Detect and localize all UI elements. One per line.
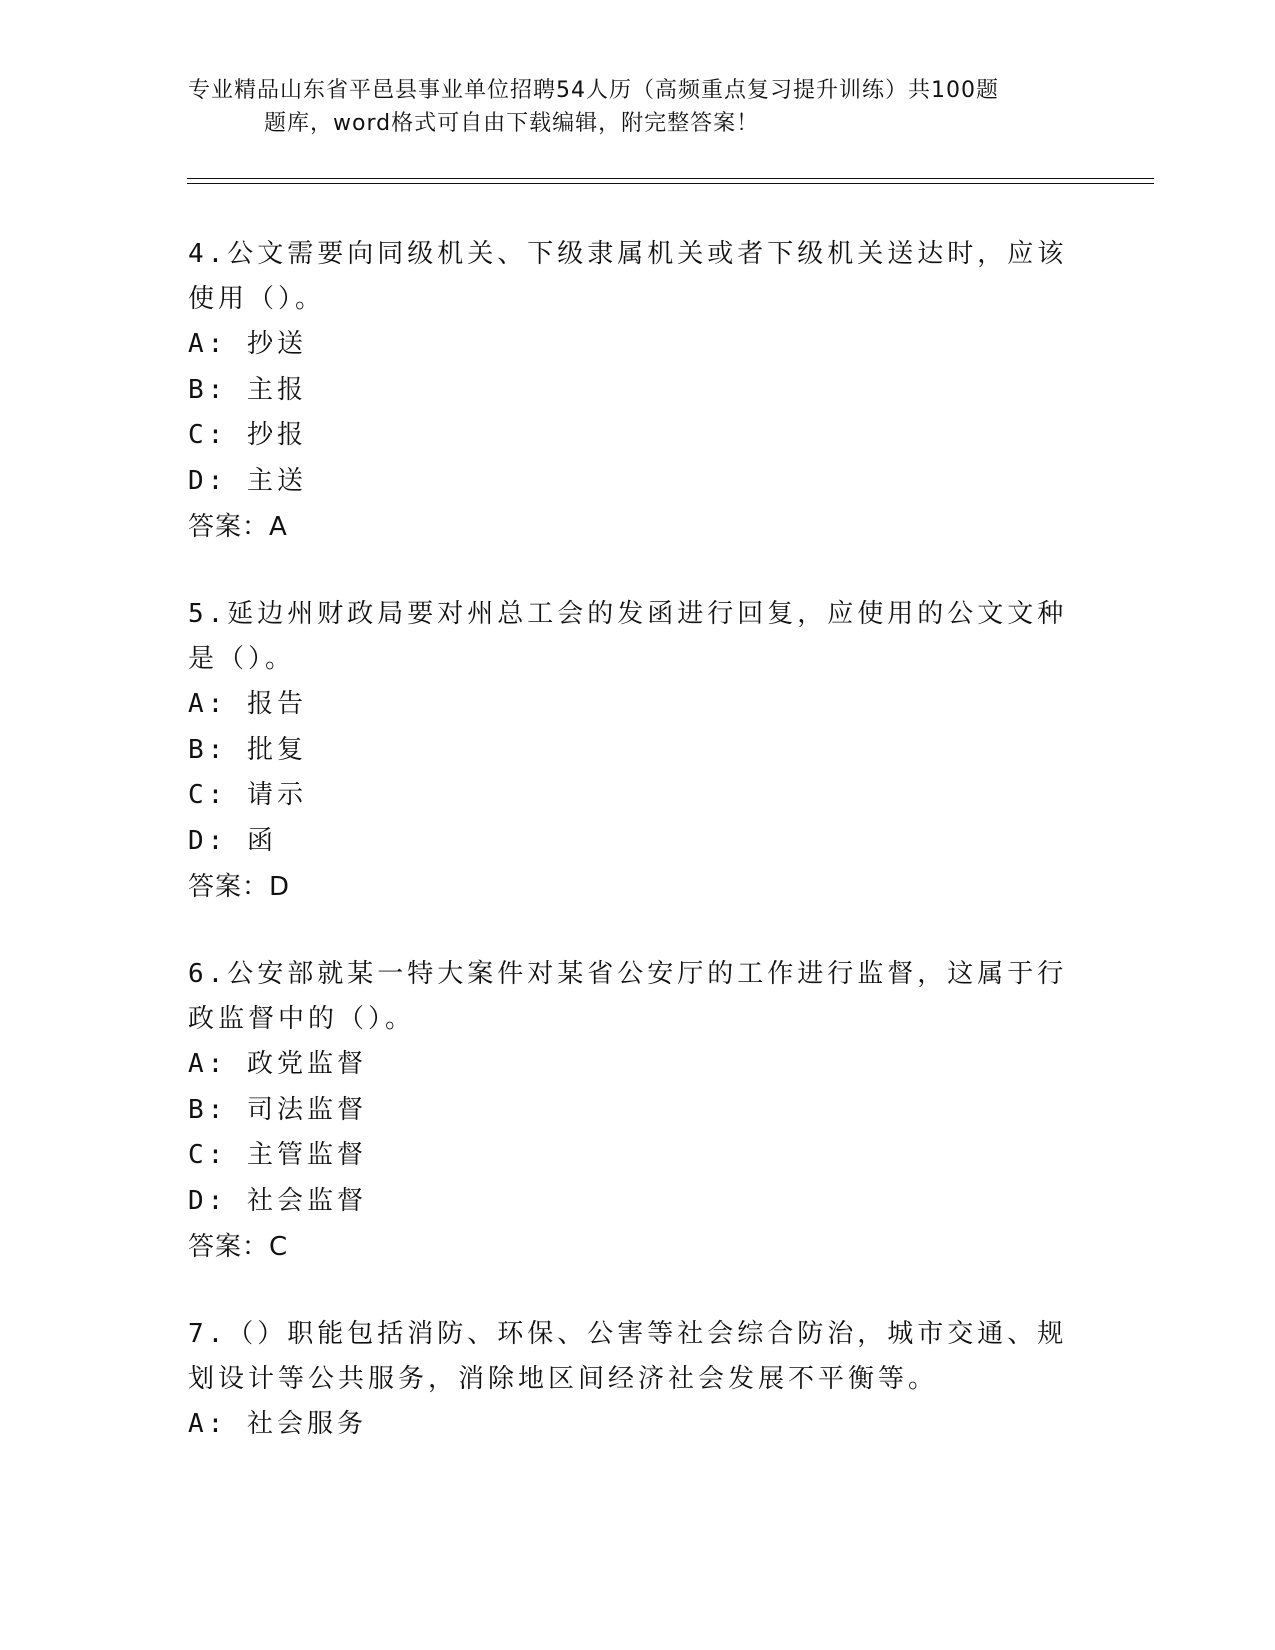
question-7 xyxy=(188,1312,1068,1448)
question-stem: 5.延边州财政局要对州总工会的发函进行回复，应使用的公文文种是（）。 xyxy=(188,599,1068,674)
question-4 xyxy=(188,232,1068,550)
option-text: 政党监督 xyxy=(246,1049,367,1079)
question-stem: 7.（）职能包括消防、环保、公害等社会综合防治，城市交通、规划设计等公共服务，消除地区间经济社会发展不平衡等。 xyxy=(188,1319,1068,1394)
option-text: 抄送 xyxy=(246,329,307,359)
option-d xyxy=(188,819,1068,865)
option-a xyxy=(188,1402,1068,1448)
answer-line: 答案：D xyxy=(188,872,291,902)
header-divider-top xyxy=(187,178,1154,179)
option-b xyxy=(188,1088,1068,1134)
header-title-line2: 题库，word格式可自由下载编辑，附完整答案！ xyxy=(264,111,760,136)
option-text: 请示 xyxy=(246,780,307,810)
option-label: A: xyxy=(188,1409,228,1439)
option-label: A: xyxy=(188,329,228,359)
option-text: 主管监督 xyxy=(246,1140,367,1170)
header-divider-bottom xyxy=(187,183,1154,184)
question-5 xyxy=(188,592,1068,910)
option-d xyxy=(188,1179,1068,1225)
option-text: 社会监督 xyxy=(246,1185,367,1216)
option-label: B: xyxy=(188,734,228,765)
question-list xyxy=(188,232,1068,1490)
option-a xyxy=(188,1042,1068,1088)
option-label: A: xyxy=(188,1049,228,1079)
option-b xyxy=(188,368,1068,414)
option-text: 批复 xyxy=(246,734,307,765)
option-text: 主送 xyxy=(246,465,307,496)
option-text: 主报 xyxy=(246,374,307,405)
option-a xyxy=(188,322,1068,368)
option-text: 报告 xyxy=(246,689,307,719)
option-text: 函 xyxy=(246,825,277,856)
option-c xyxy=(188,413,1068,459)
question-6 xyxy=(188,952,1068,1270)
option-a xyxy=(188,682,1068,728)
document-header xyxy=(188,74,1068,140)
option-c xyxy=(188,773,1068,819)
answer-line: 答案：A xyxy=(188,512,288,542)
option-label: D: xyxy=(188,1185,228,1216)
question-stem: 6.公安部就某一特大案件对某省公安厅的工作进行监督，这属于行政监督中的（）。 xyxy=(188,959,1068,1034)
option-text: 司法监督 xyxy=(246,1094,367,1125)
option-label: C: xyxy=(188,420,228,450)
option-label: C: xyxy=(188,1140,228,1170)
option-label: D: xyxy=(188,465,228,496)
answer-line: 答案：C xyxy=(188,1232,289,1262)
option-label: B: xyxy=(188,374,228,405)
option-label: C: xyxy=(188,780,228,810)
question-stem: 4.公文需要向同级机关、下级隶属机关或者下级机关送达时，应该使用（）。 xyxy=(188,239,1068,314)
option-text: 抄报 xyxy=(246,420,307,450)
option-text: 社会服务 xyxy=(246,1409,367,1439)
option-c xyxy=(188,1133,1068,1179)
option-label: D: xyxy=(188,825,228,856)
option-d xyxy=(188,459,1068,505)
header-title-line1: 专业精品山东省平邑县事业单位招聘54人历（高频重点复习提升训练）共100题 xyxy=(188,78,999,103)
option-b xyxy=(188,728,1068,774)
option-label: B: xyxy=(188,1094,228,1125)
option-label: A: xyxy=(188,689,228,719)
